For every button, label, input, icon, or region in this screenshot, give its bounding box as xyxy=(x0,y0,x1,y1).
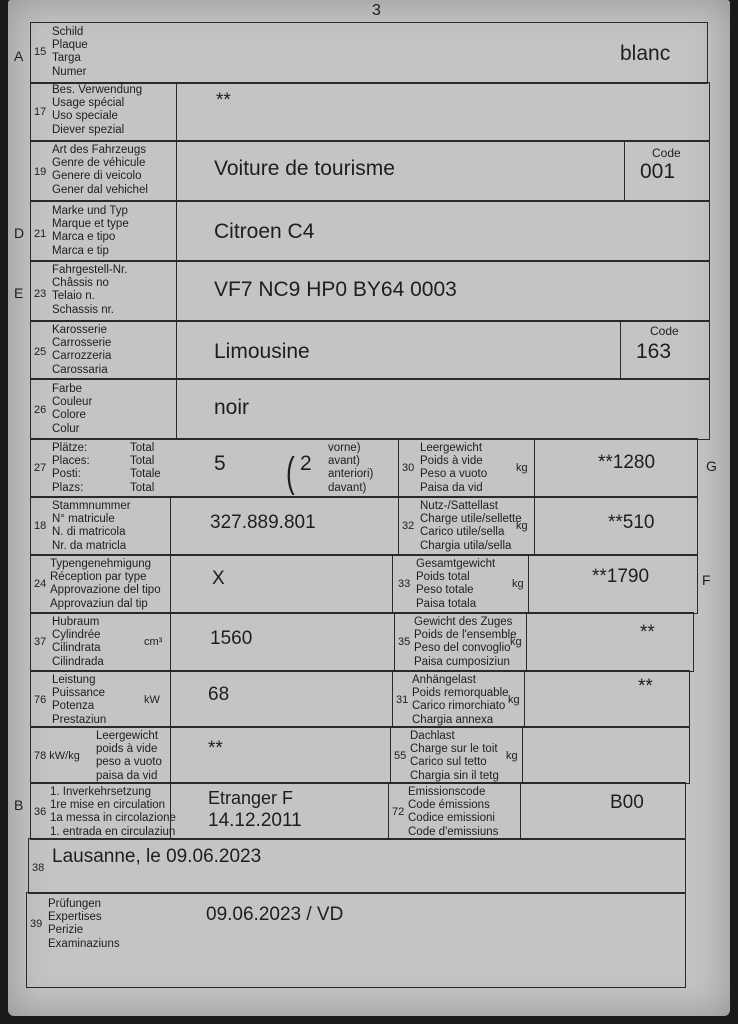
side-letter-a: A xyxy=(14,48,24,64)
chassis-value: VF7 NC9 HP0 BY64 0003 xyxy=(214,278,457,301)
field-number: 18 xyxy=(34,520,47,532)
field-number: 36 xyxy=(34,806,47,818)
field-label: Bes. Verwendung Usage spécial Uso speciale Diever spezial xyxy=(52,84,143,136)
field-label: Schild Plaque Targa Numer xyxy=(52,26,88,78)
field-label: Leergewicht poids à vide peso a vuoto paisa da vid xyxy=(96,730,162,782)
body-value: Limousine xyxy=(214,340,310,363)
divider xyxy=(388,782,390,840)
plate-value: blanc xyxy=(620,42,671,65)
divider xyxy=(170,612,172,672)
field-number: 55 xyxy=(394,750,407,762)
divider xyxy=(170,496,172,556)
side-letter-d: D xyxy=(14,225,25,241)
unit: kg xyxy=(508,694,520,706)
seats-value: 5 xyxy=(214,452,226,475)
front-seats-value: 2 xyxy=(300,452,312,475)
vehicle-type-value: Voiture de tourisme xyxy=(214,157,395,180)
field-number: 19 xyxy=(34,166,47,178)
field-number: 78 kW/kg xyxy=(34,750,80,762)
field-label: Plätze: Places: Posti: Plazs: xyxy=(52,442,90,494)
field-label: Nutz-/Sattellast Charge utile/sellette Carico utile/sella Chargia utila/sella xyxy=(420,500,522,552)
divider xyxy=(176,320,178,380)
unit: kW xyxy=(144,694,160,706)
field-label: Hubraum Cylindrée Cilindrata Cilindrada xyxy=(52,616,104,668)
field-label: Gesamtgewicht Poids total Peso totale Paisa totala xyxy=(416,558,496,610)
weight-power-value: ** xyxy=(208,738,223,759)
field-label: Gewicht des Zuges Poids de l'ensemble Peso del convoglio Paisa cumposiziun xyxy=(414,616,517,668)
unit: kg xyxy=(516,462,528,474)
side-letter-f: F xyxy=(702,572,711,588)
type-approval-value: X xyxy=(212,568,225,589)
first-registration-origin: Etranger F xyxy=(208,788,294,808)
field-number: 37 xyxy=(34,636,47,648)
field-number: 35 xyxy=(398,636,411,648)
empty-weight-value: **1280 xyxy=(598,452,656,473)
field-label: Karosserie Carrosserie Carrozzeria Carossaria xyxy=(52,324,112,376)
divider xyxy=(398,438,400,498)
field-number: 17 xyxy=(34,106,47,118)
field-inspections xyxy=(26,892,686,988)
special-use-value: ** xyxy=(216,90,231,111)
divider xyxy=(176,200,178,262)
field-number: 32 xyxy=(402,520,415,532)
code-label: Code xyxy=(650,324,679,338)
field-number: 33 xyxy=(398,578,411,590)
payload-value: **510 xyxy=(608,512,655,533)
divider xyxy=(176,82,178,142)
divider xyxy=(392,554,394,614)
field-label: Stammnummer N° matricule N. di matricola Nr. da matricla xyxy=(52,500,131,552)
divider xyxy=(528,554,530,614)
field-make-model xyxy=(30,200,710,262)
unit: kg xyxy=(510,636,522,648)
master-number-value: 327.889.801 xyxy=(210,512,316,533)
field-label: Fahrgestell-Nr. Châssis no Telaio n. Schassis nr. xyxy=(52,264,128,316)
field-body xyxy=(30,320,710,380)
divider xyxy=(520,782,522,840)
place-date-value: Lausanne, le 09.06.2023 xyxy=(52,846,262,867)
unit: kg xyxy=(512,578,524,590)
unit: kg xyxy=(506,750,518,762)
field-number: 76 xyxy=(34,694,47,706)
field-number: 72 xyxy=(392,806,405,818)
divider xyxy=(176,260,178,322)
page-number: 3 xyxy=(372,2,381,19)
field-label: Marke und Typ Marque et type Marca e tipo Marca e tip xyxy=(52,205,129,257)
towing-load-value: ** xyxy=(638,676,653,697)
field-number: 27 xyxy=(34,462,47,474)
vehicle-type-code: 001 xyxy=(640,160,676,183)
first-registration-date: 14.12.2011 xyxy=(208,810,302,831)
divider xyxy=(390,726,392,784)
field-color xyxy=(30,378,710,440)
divider xyxy=(620,320,622,380)
field-label: 1. Inverkehrsetzung 1re mise en circulation 1a messa in circolazione 1. entrada en circulaziun xyxy=(50,786,176,838)
field-label: Prüfungen Expertises Perizie Examinaziuns xyxy=(48,898,120,950)
field-number: 39 xyxy=(30,918,43,930)
field-power xyxy=(30,670,690,728)
divider xyxy=(392,670,394,728)
body-code: 163 xyxy=(636,340,672,363)
field-label: Typengenehmigung Réception par type Approvazione del tipo Approvaziun dal tip xyxy=(50,558,161,610)
bracket: ( xyxy=(286,448,295,496)
divider xyxy=(624,140,626,202)
field-number: 26 xyxy=(34,404,47,416)
divider xyxy=(176,140,178,202)
divider xyxy=(526,612,528,672)
divider xyxy=(176,378,178,440)
side-letter-g: G xyxy=(706,458,717,474)
total-weight-value: **1790 xyxy=(592,566,650,587)
divider xyxy=(170,554,172,614)
field-displacement xyxy=(30,612,694,672)
unit: kg xyxy=(516,520,528,532)
divider xyxy=(398,496,400,556)
field-number: 24 xyxy=(34,578,47,590)
power-value: 68 xyxy=(208,684,230,705)
field-number: 25 xyxy=(34,346,47,358)
field-number: 21 xyxy=(34,228,47,240)
field-label: Art des Fahrzeugs Genre de véhicule Genere di veicolo Gener dal vehichel xyxy=(52,144,148,196)
inspection-value: 09.06.2023 / VD xyxy=(206,904,344,925)
field-label: Dachlast Charge sur le toit Carico sul tetto Chargia sin il tetg xyxy=(410,730,499,782)
field-label-total: Total Total Totale Total xyxy=(130,442,161,494)
side-letter-b: B xyxy=(14,797,24,813)
field-label: Farbe Couleur Colore Colur xyxy=(52,383,93,435)
field-label: Leergewicht Poids à vide Peso a vuoto Paisa da vid xyxy=(420,442,488,494)
field-plate xyxy=(30,22,708,84)
code-label: Code xyxy=(652,146,681,160)
field-number: 38 xyxy=(32,862,45,874)
color-value: noir xyxy=(214,396,250,419)
field-label: Anhängelast Poids remorquable Carico rimorchiato Chargia annexa xyxy=(412,674,509,726)
field-number: 23 xyxy=(34,288,47,300)
displacement-value: 1560 xyxy=(210,628,253,649)
unit: cm³ xyxy=(144,636,163,648)
divider xyxy=(170,726,172,784)
divider xyxy=(534,496,536,556)
side-letter-e: E xyxy=(14,285,24,301)
divider xyxy=(522,726,524,784)
emission-code-value: B00 xyxy=(610,792,644,813)
field-number: 30 xyxy=(402,462,415,474)
front-seats-label: vorne) avant) anteriori) davant) xyxy=(328,442,374,494)
field-label: Emissionscode Code émissions Codice emissioni Code d'emissiuns xyxy=(408,786,499,838)
field-label: Leistung Puissance Potenza Prestaziun xyxy=(52,674,107,726)
divider xyxy=(170,670,172,728)
divider xyxy=(524,670,526,728)
train-weight-value: ** xyxy=(640,622,655,643)
divider xyxy=(394,612,396,672)
divider xyxy=(534,438,536,498)
field-number: 15 xyxy=(34,46,47,58)
field-number: 31 xyxy=(396,694,409,706)
make-model-value: Citroen C4 xyxy=(214,220,315,243)
